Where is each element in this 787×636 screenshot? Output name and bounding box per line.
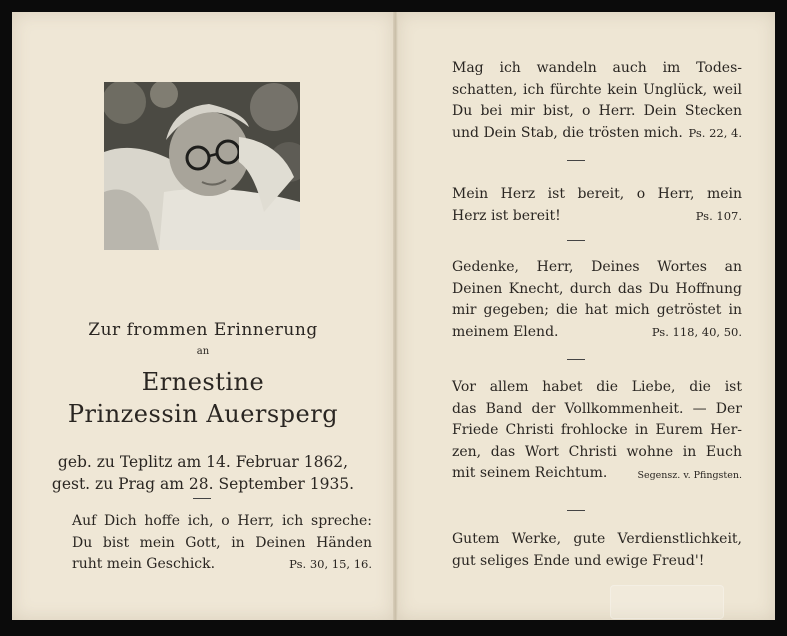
verse-line-last — [452, 322, 742, 344]
verse-line: gut seliges Ende und ewige Freud'! — [452, 552, 705, 569]
verse-line: Gutem Werke, gute Verdienstlichkeit, — [452, 531, 742, 547]
left-content — [12, 12, 394, 620]
right-verse-5 — [452, 529, 742, 572]
memorial-heading: Zur frommen Erinnerung — [88, 320, 318, 340]
verse-reference: Segensz. v. Pfingsten. — [637, 470, 742, 481]
verse-line: Deinen Knecht, durch das Du Hoffnung — [452, 280, 742, 297]
verse-line-last — [452, 123, 742, 145]
verse-reference: Ps. 22, 4. — [688, 125, 742, 140]
divider — [567, 359, 585, 360]
verse-line: mir gegeben; die hat mich getröstet in — [452, 302, 742, 318]
verse-line: Friede Christi frohlocke in Eurem Her- — [452, 422, 742, 438]
verse-line: schatten, ich fürchte kein Unglück, weil — [452, 81, 742, 98]
verse-line-text: mit seinem Reichtum. — [452, 465, 608, 481]
left-verse — [72, 511, 372, 576]
verse-line-last — [452, 463, 742, 485]
divider — [567, 510, 585, 511]
death-line: gest. zu Prag am 28. September 1935. — [51, 475, 355, 493]
deceased-first-name: Ernestine — [141, 368, 265, 396]
right-verse-3 — [452, 257, 742, 343]
divider — [193, 498, 211, 499]
verse-line-text: ruht mein Geschick. — [72, 556, 216, 572]
verse-line: Du bei mir bist, o Herr. Dein Stecken — [452, 103, 742, 119]
verse-line: Mein Herz ist bereit, o Herr, mein — [452, 186, 742, 202]
divider — [567, 160, 585, 161]
deceased-title-name: Prinzessin Auersperg — [67, 400, 339, 428]
divider — [567, 240, 585, 241]
right-verse-1 — [452, 58, 742, 144]
verse-line: das Band der Vollkommenheit. — Der — [452, 400, 742, 417]
right-verse-4 — [452, 377, 742, 485]
verse-reference: Ps. 118, 40, 50. — [651, 324, 742, 339]
verse-line-text: meinem Elend. — [452, 323, 559, 340]
birth-line: geb. zu Teplitz am 14. Februar 1862, — [57, 453, 349, 471]
verse-line: Du bist mein Gott, in Deinen Händen — [72, 534, 372, 551]
verse-line: Gedenke, Herr, Deines Wortes an — [452, 259, 742, 275]
verse-line-last — [452, 206, 742, 228]
verse-line: zen, das Wort Christi wohne in Euch — [452, 443, 742, 460]
verse-reference: Ps. 30, 15, 16. — [289, 557, 372, 571]
verse-line: Auf Dich hoffe ich, o Herr, ich spreche: — [72, 513, 372, 529]
memorial-an: an — [196, 346, 210, 357]
verse-line: Vor allem habet die Liebe, die ist — [452, 379, 742, 395]
portrait-photo — [104, 82, 300, 250]
verse-line-last — [72, 554, 372, 576]
right-verse-2 — [452, 184, 742, 227]
verse-line-text: und Dein Stab, die trösten mich. — [452, 124, 683, 141]
embossed-stamp — [610, 585, 724, 619]
verse-reference: Ps. 107. — [695, 208, 742, 223]
verse-line: Mag ich wandeln auch im Todes- — [452, 60, 742, 76]
verse-line-text: Herz ist bereit! — [452, 207, 561, 224]
